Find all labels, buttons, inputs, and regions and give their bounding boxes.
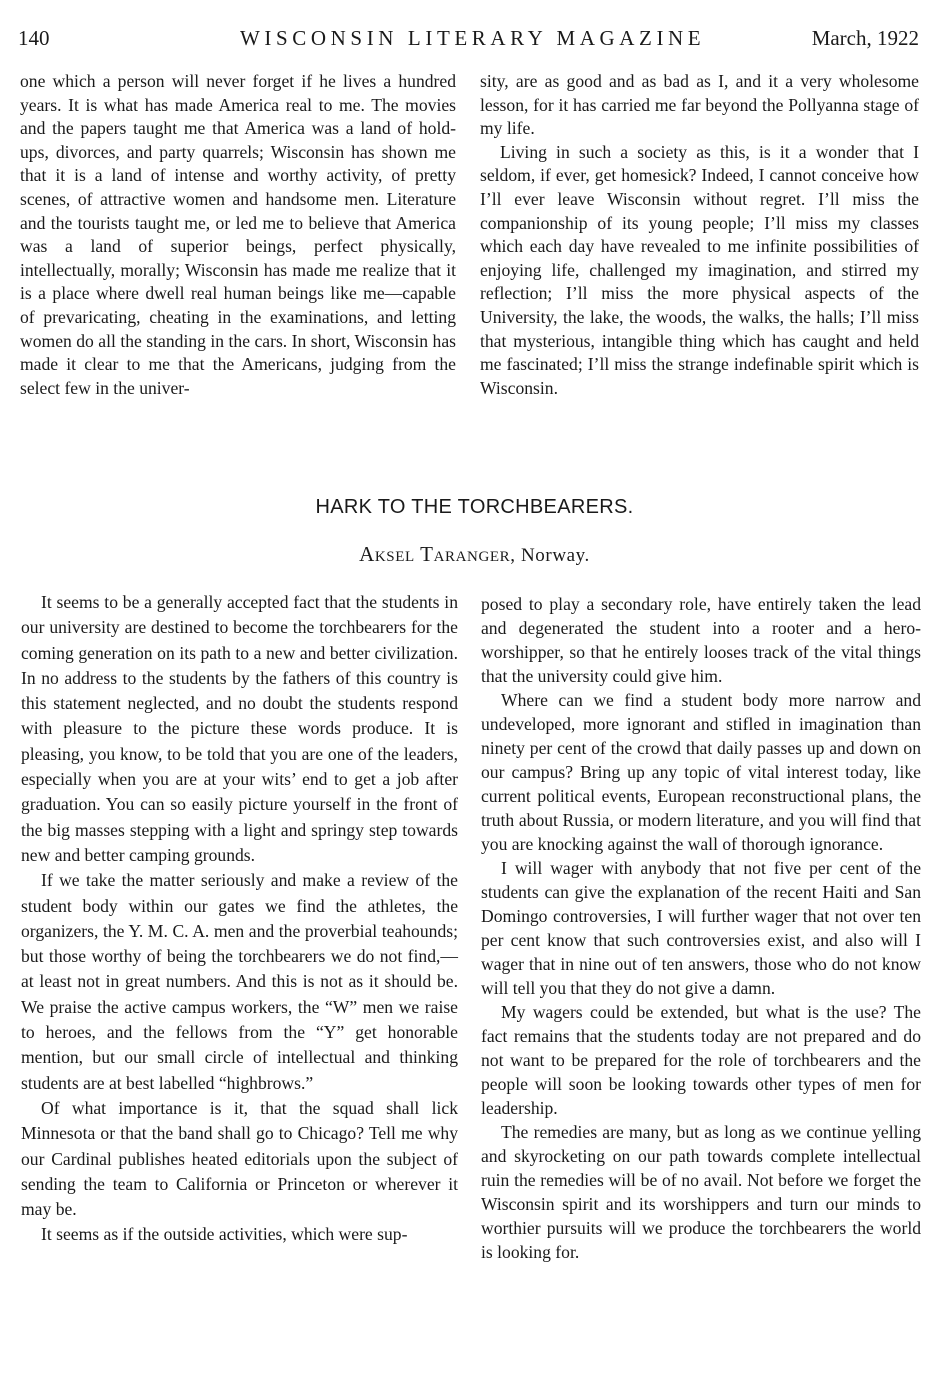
article-left-column [21,590,458,1248]
paragraph: If we take the matter seriously and make a review of the student body within our gates we find the athletes, the organizers, the Y. M. C. A. men and the proverbial teahounds; but those worthy of being the torchbearers we do not find,—at least not in great numbers. And this is not as it should be. We praise the active campus workers, the “W” men we raise to heroes, and the fellows from the “Y” get honorable mention, but our small circle of intellectual and thinking students are at best labelled “highbrows.” [21,870,458,1093]
author-origin: , Norway. [510,545,590,566]
paragraph: My wagers could be extended, but what is the use? The fact remains that the students today are not prepared and do not want to be prepared for the role of torchbearers and the people will soon be looking towards other types of men for leadership. [481,1002,921,1118]
paragraph: The remedies are many, but as long as we continue yelling and skyrocketing on our path towards complete intellectual ruin the remedies will be of no avail. Not before we forget the Wisconsin spirit and its worshippers and turn our minds to worthier pursuits will we produce the torchbearers the world is looking for. [481,1122,921,1262]
paragraph: I will wager with anybody that not five per cent of the students can give the explanation of the recent Haiti and San Domingo controversies, I will further wager that not over ten per cent know that such controversies exist, and also will I wager that in nine out of ten answers, those who do not know will tell you that they do not give a damn. [481,858,921,998]
paragraph: Where can we find a student body more narrow and undeveloped, more ignorant and stifled in imagination than ninety per cent of the crowd that daily passes up and down on our campus? Bring up any topic of vital interest today, like current political events, European reconstructional plans, the truth about Russia, or modern literature, and you will find that you are knocking against the wall of thorough ignorance. [481,690,921,854]
article-title: HARK TO THE TORCHBEARERS. [315,496,634,518]
magazine-title: WISCONSIN LITERARY MAGAZINE [240,26,706,50]
author-last-initial: T [420,542,434,566]
running-head [18,22,919,54]
paragraph: one which a person will never forget if he lives a hundred years. It is what has made America real to me. The movies and the papers taught me that America was a land of hold-ups, divorces, and party quarrels; Wisconsin has shown me that it is a land of intense and worthy activity, of pretty scenes, of attractive women and handsome men. Literature and the tourists taught me, or led me to believe that America was a land of superior beings, perfect physically, intellectually, morally; Wisconsin has made me realize that it is a place where dwell real human beings like me—capable of prevaricating, cheating in the examinations, and letting women do all the standing in the cars. In short, Wisconsin has made it clear to me that the Americans, judging from the select few in the univer- [20,71,456,398]
previous-article-right-column [480,70,919,400]
page-number: 140 [18,26,50,50]
author-last-rest: ARANGER [433,549,511,565]
author-first-initial: A [359,542,375,566]
article-byline [0,542,949,567]
paragraph: posed to play a secondary role, have entirely taken the lead and degenerated the student into a rooter and a hero-worshipper, so that he entirely looses track of the vital things that the university could give him. [481,594,921,686]
article-right-column [481,592,921,1264]
paragraph: Living in such a society as this, is it a wonder that I seldom, if ever, get homesick? Indeed, I cannot conceive how I’ll ever leave Wisconsin without regret. I’ll miss the companionship of its young people; I’ll miss my classes which each day have revealed to me infinite possibilities of enjoying life, challenged my imagination, and stirred my reflection; I’ll miss the more physical aspects of the University, the lake, the woods, the walks, the halls; I’ll miss that mysterious, intangible thing which has caught and held me fascinated; I’ll miss the strange indefinable spirit which is Wisconsin. [480,141,919,398]
paragraph: Of what importance is it, that the squad shall lick Minnesota or that the band shall go to Chicago? Tell me why our Cardinal publishes heated editorials upon the subject of sending the team to California or Princeton or wherever it may be. [21,1097,458,1220]
paragraph: It seems to be a generally accepted fact that the students in our university are destined to become the torchbearers for the coming generation on its path to a new and better civilization. In no address to the students by the fathers of this country is this statement neglected, and no doubt the students respond with pleasure to the picture these words produce. It is pleasing, you know, to be told that you are one of the leaders, especially when you are at your wits’ end to get a job after graduation. You can so easily picture yourself in the front of the big masses stepping with a light and springy step towards new and better camping grounds. [21,592,458,865]
author-first-rest: KSEL [374,549,415,565]
previous-article-left-column [20,70,456,400]
issue-date: March, 1922 [811,26,919,50]
paragraph: sity, are as good and as bad as I, and it a very wholesome lesson, for it has carried me far beyond the Pollyanna stage of my life. [480,71,919,139]
paragraph: It seems as if the outside activities, which were sup- [41,1224,408,1245]
